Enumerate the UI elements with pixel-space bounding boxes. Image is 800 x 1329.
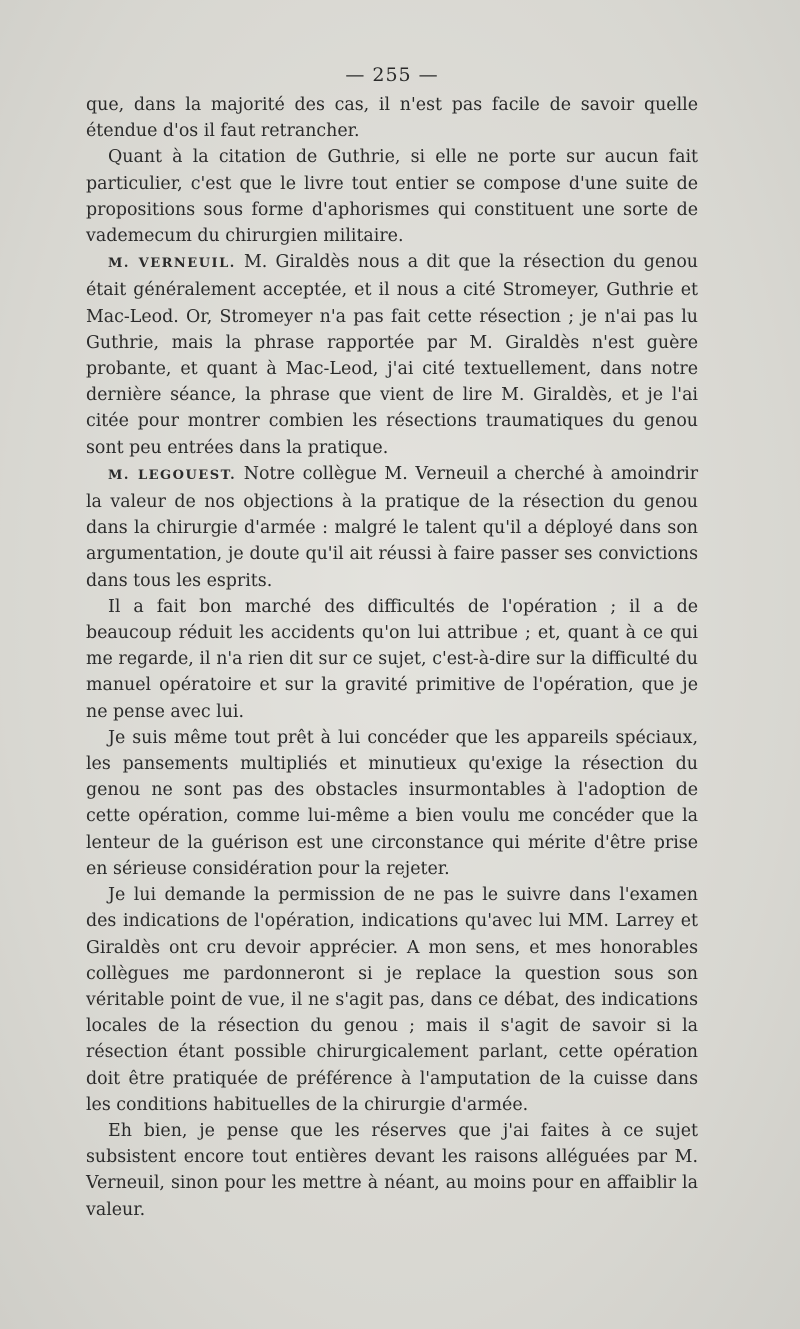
paragraph-text: Quant à la citation de Guthrie, si elle ne porte sur aucun fait particulier, c'est que le livre tout entier se compose d'une suite de propositions sous forme d'aphorismes qui constituent une sorte de vademecum du chirurgien militaire. [86, 147, 698, 247]
paragraph [86, 882, 698, 1118]
paragraph [86, 92, 698, 144]
paragraph-text: Il a fait bon marché des difficultés de l'opération ; il a de beaucoup réduit les accidents qu'on lui attribue ; et, quant à ce qui me regarde, il n'a rien dit sur ce sujet, c'est-à-dire sur la difficulté du manuel opératoire et sur la gravité primitive de l'opération, que je ne pense avec lui. [86, 596, 698, 722]
paragraph [86, 144, 698, 249]
speaker-name: M. VERNEUIL. [108, 256, 236, 272]
paragraph-text: Je lui demande la permission de ne pas le suivre dans l'examen des indications de l'opération, indications qu'avec lui MM. Larrey et Giraldès ont cru devoir apprécier. A mon sens, et mes honorables collègues me pardonneront si je replace la question sous son véritable point de vue, il ne s'agit pas, dans ce débat, des indications locales de la résection du genou ; mais il s'agit de savoir si la résection étant possible chirurgicalement parlant, cette opération doit être pratiquée de préférence à l'amputation de la cuisse dans les conditions habituelles de la chirurgie d'armée. [86, 885, 698, 1115]
paragraph [86, 249, 698, 461]
paragraph-text: que, dans la majorité des cas, il n'est pas facile de savoir quelle étendue d'os il faut retrancher. [86, 95, 698, 142]
paragraph [86, 594, 698, 725]
speaker-name: M. LEGOUEST. [108, 467, 237, 483]
paragraph-text: Je suis même tout prêt à lui concéder que les appareils spéciaux, les pansements multipliés et minutieux qu'exige la résection du genou ne sont pas des obstacles insurmontables à l'adoption de cette opération, comme lui-même a bien voulu me concéder que la lenteur de la guérison est une circonstance qui mérite d'être prise en sérieuse considération pour la rejeter. [86, 727, 698, 879]
paragraph [86, 461, 698, 594]
paragraph [86, 725, 698, 882]
page-number: — 255 — [345, 64, 439, 86]
paragraph [86, 1118, 698, 1223]
paragraph-text: Notre collègue M. Verneuil a cherché à amoindrir la valeur de nos objections à la pratique de la résection du genou dans la chirurgie d'armée : malgré le talent qu'il a déployé dans son argumentation, je doute qu'il ait réussi à faire passer ses convictions dans tous les esprits. [86, 463, 699, 591]
paragraph-text: Eh bien, je pense que les réserves que j'ai faites à ce sujet subsistent encore tout entières devant les raisons alléguées par M. Verneuil, sinon pour les mettre à néant, au moins pour en affaiblir la valeur. [86, 1120, 698, 1220]
paragraph-text: M. Giraldès nous a dit que la résection du genou était généralement acceptée, et il nous a cité Stromeyer, Guthrie et Mac-Leod. Or, Stromeyer n'a pas fait cette résection ; je n'ai pas lu Guthrie, mais la phrase rapportée par M. Giraldès n'est guère probante, et quant à Mac-Leod, j'ai cité textuellement, dans notre dernière séance, la phrase que vient de lire M. Giraldès, et je l'ai citée pour montrer combien les résections traumatiques du genou sont peu entrées dans la pratique. [86, 252, 698, 458]
book-page [86, 62, 698, 1223]
